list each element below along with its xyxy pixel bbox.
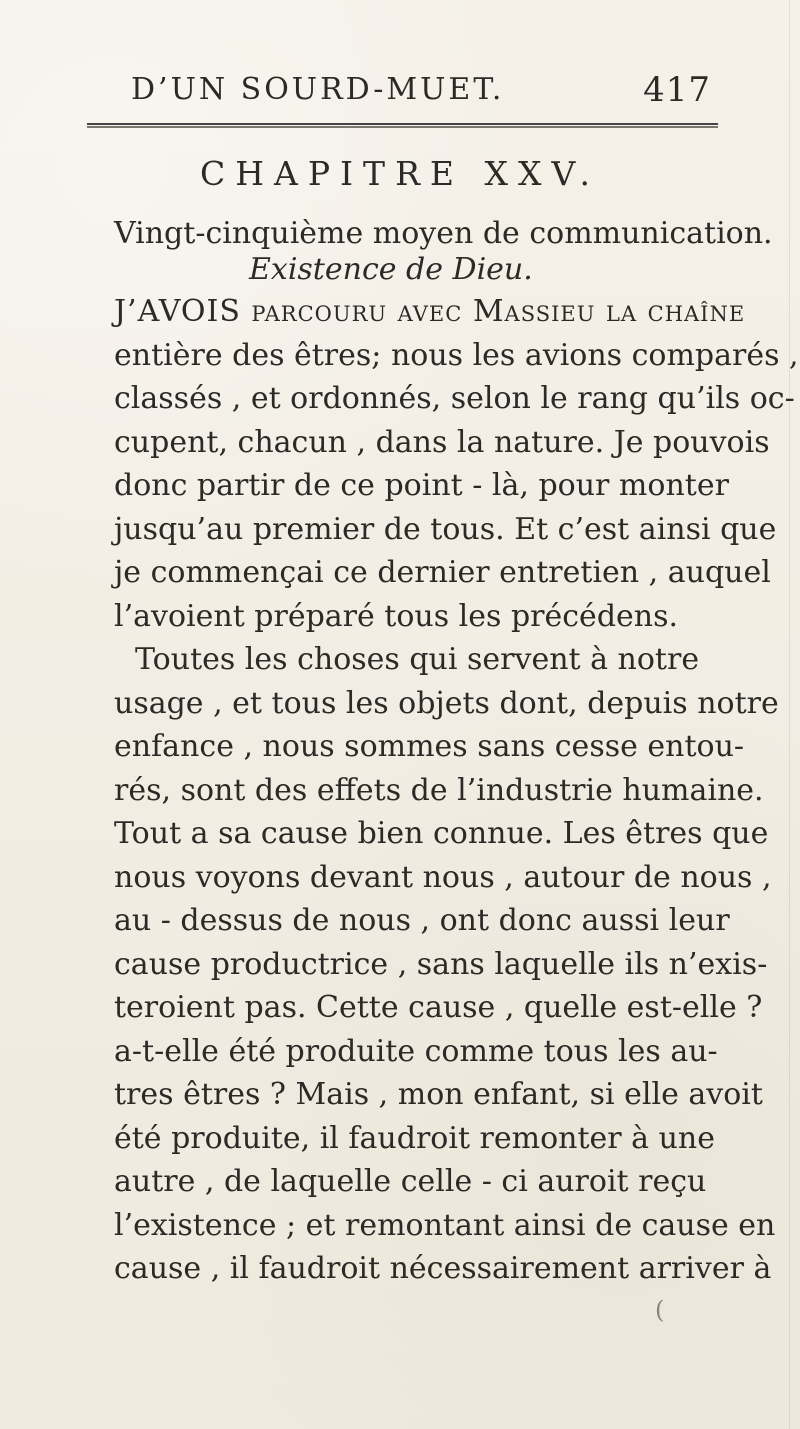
body-line: teroient pas. Cette cause , quelle est-elle ? — [114, 990, 763, 1025]
body-line: cupent, chacun , dans la nature. Je pouvois — [114, 425, 770, 460]
body-line: l’existence ; et remontant ainsi de cause en — [114, 1208, 776, 1243]
running-head — [131, 67, 711, 115]
body-line: donc partir de ce point - là, pour monter — [114, 468, 729, 503]
body-line: l’avoient préparé tous les précédens. — [114, 599, 679, 634]
page-edge-line — [789, 0, 790, 1429]
body-line: je commençai ce dernier entretien , auquel — [114, 555, 771, 590]
header-rule — [87, 123, 718, 128]
chapter-subtitle-line-1: Vingt-cinquième moyen de communication. — [114, 216, 773, 251]
body-line: enfance , nous sommes sans cesse entou- — [114, 729, 745, 764]
body-line: Tout a sa cause bien connue. Les êtres que — [114, 816, 769, 851]
body-line: entière des êtres; nous les avions comparés , — [114, 338, 799, 373]
body-line: Toutes les choses qui servent à notre — [135, 642, 700, 677]
chapter-subtitle-line-2: Existence de Dieu. — [249, 252, 533, 287]
body-line: été produite, il faudroit remonter à une — [114, 1121, 715, 1156]
body-line: nous voyons devant nous , autour de nous , — [114, 860, 772, 895]
body-line: cause productrice , sans laquelle ils n’exis- — [114, 947, 768, 982]
body-line: au - dessus de nous , ont donc aussi leur — [114, 903, 730, 938]
body-line: tres êtres ? Mais , mon enfant, si elle avoit — [114, 1077, 763, 1112]
body-line: jusqu’au premier de tous. Et c’est ainsi que — [114, 512, 777, 547]
body-line: rés, sont des effets de l’industrie humaine. — [114, 773, 764, 808]
body-line: classés , et ordonnés, selon le rang qu’ils oc- — [114, 381, 795, 416]
body-line: J’AVOIS parcouru avec Massieu la chaîne — [114, 294, 746, 329]
footer-mark: ( — [655, 1296, 665, 1324]
body-line: usage , et tous les objets dont, depuis notre — [114, 686, 779, 721]
body-line: cause , il faudroit nécessairement arriver à — [114, 1251, 772, 1286]
body-line: autre , de laquelle celle - ci auroit reçu — [114, 1164, 707, 1199]
page-number: 417 — [643, 70, 711, 110]
running-title: D’UN SOURD-MUET. — [131, 72, 505, 107]
chapter-title: CHAPITRE XXV. — [199, 154, 601, 193]
body-line: a-t-elle été produite comme tous les au- — [114, 1034, 718, 1069]
